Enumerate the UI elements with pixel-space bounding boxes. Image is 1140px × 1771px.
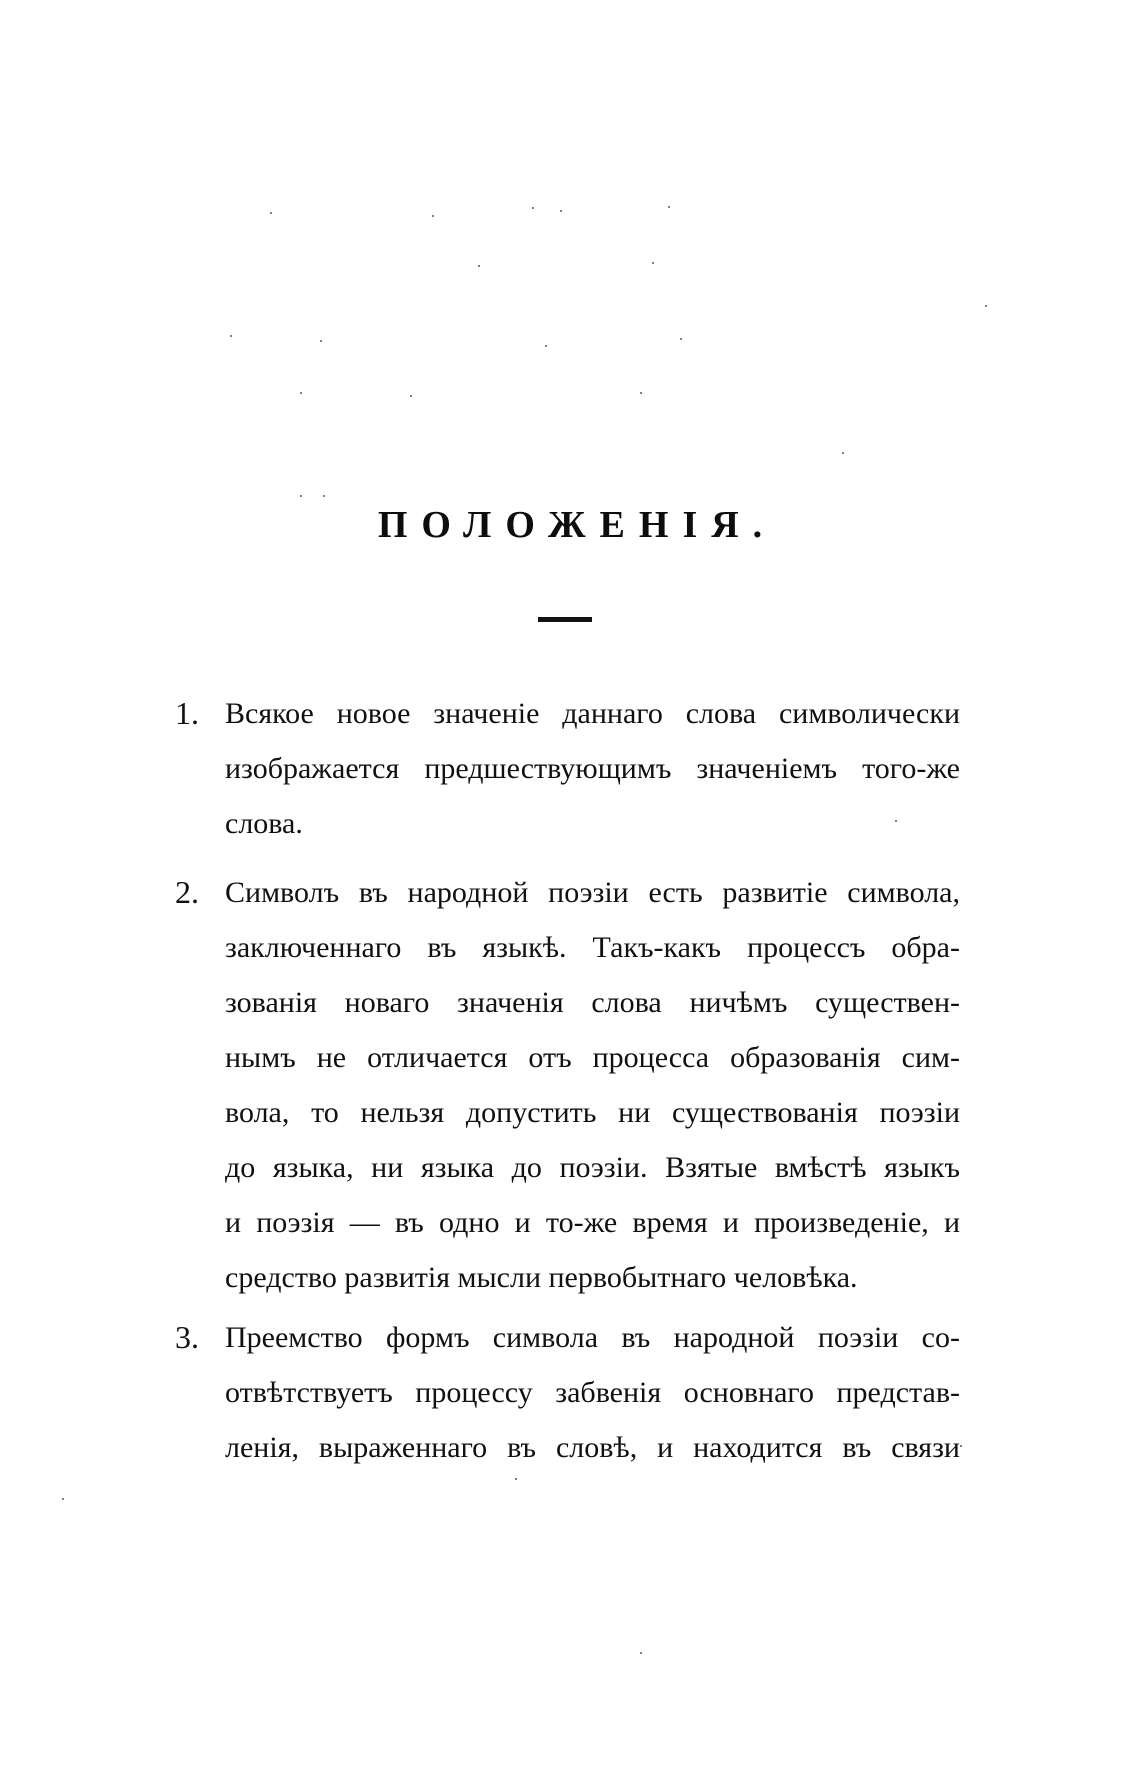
text-line: вола, то нельзя допустить ни существованія поэзіи: [225, 1096, 960, 1129]
print-speck: [640, 1652, 642, 1654]
print-speck: [62, 1498, 64, 1500]
text-line: и поэзія — въ одно и то-же время и произведеніе, и: [225, 1206, 960, 1239]
text-line: отвѣтствуетъ процессу забвенія основнаго представ-: [225, 1376, 960, 1409]
print-speck: [320, 340, 322, 342]
page-heading: ПОЛОЖЕНІЯ.: [377, 504, 777, 546]
print-speck: [532, 207, 534, 209]
text-line: слова.: [225, 807, 303, 840]
print-speck: [515, 1478, 517, 1480]
print-speck: [300, 495, 302, 497]
print-speck: [270, 212, 272, 214]
text-line: Преемство формъ символа въ народной поэзіи со-: [225, 1321, 960, 1354]
print-speck: [680, 338, 682, 340]
text-line: средство развитія мысли первобытнаго человѣка.: [225, 1261, 858, 1294]
print-speck: [652, 262, 654, 264]
print-speck: [323, 495, 325, 497]
text-line: до языка, ни языка до поэзіи. Взятые вмѣстѣ языкъ: [225, 1151, 960, 1184]
print-speck: [230, 335, 232, 337]
print-speck: [668, 206, 670, 208]
heading-rule: [538, 617, 592, 622]
print-speck: [985, 305, 987, 307]
print-speck: [410, 395, 412, 397]
thesis-item-1: [175, 686, 960, 851]
text-line: Символъ въ народной поэзіи есть развитіе символа,: [225, 876, 960, 909]
item-number: 3.: [175, 1319, 199, 1355]
text-line: заключеннаго въ языкѣ. Такъ-какъ процессъ обра-: [225, 931, 960, 964]
item-number: 2.: [175, 874, 199, 910]
thesis-item-2: [175, 865, 960, 1305]
print-speck: [432, 215, 434, 217]
thesis-item-3: [175, 1310, 960, 1475]
print-speck: [640, 392, 642, 394]
print-speck: [560, 210, 562, 212]
print-speck: [842, 452, 844, 454]
print-speck: [300, 392, 302, 394]
text-line: зованія новаго значенія слова ничѣмъ существен-: [225, 986, 960, 1019]
print-speck: [478, 265, 480, 267]
print-speck: [545, 345, 547, 347]
text-line: Всякое новое значеніе даннаго слова символически: [225, 697, 960, 730]
item-number: 1.: [175, 695, 199, 731]
text-line: ленія, выраженнаго въ словѣ, и находится въ связи: [225, 1431, 960, 1464]
print-speck: [960, 1445, 962, 1447]
text-line: нымъ не отличается отъ процесса образованія сим-: [225, 1041, 960, 1074]
text-line: изображается предшествующимъ значеніемъ того-же: [225, 752, 960, 785]
